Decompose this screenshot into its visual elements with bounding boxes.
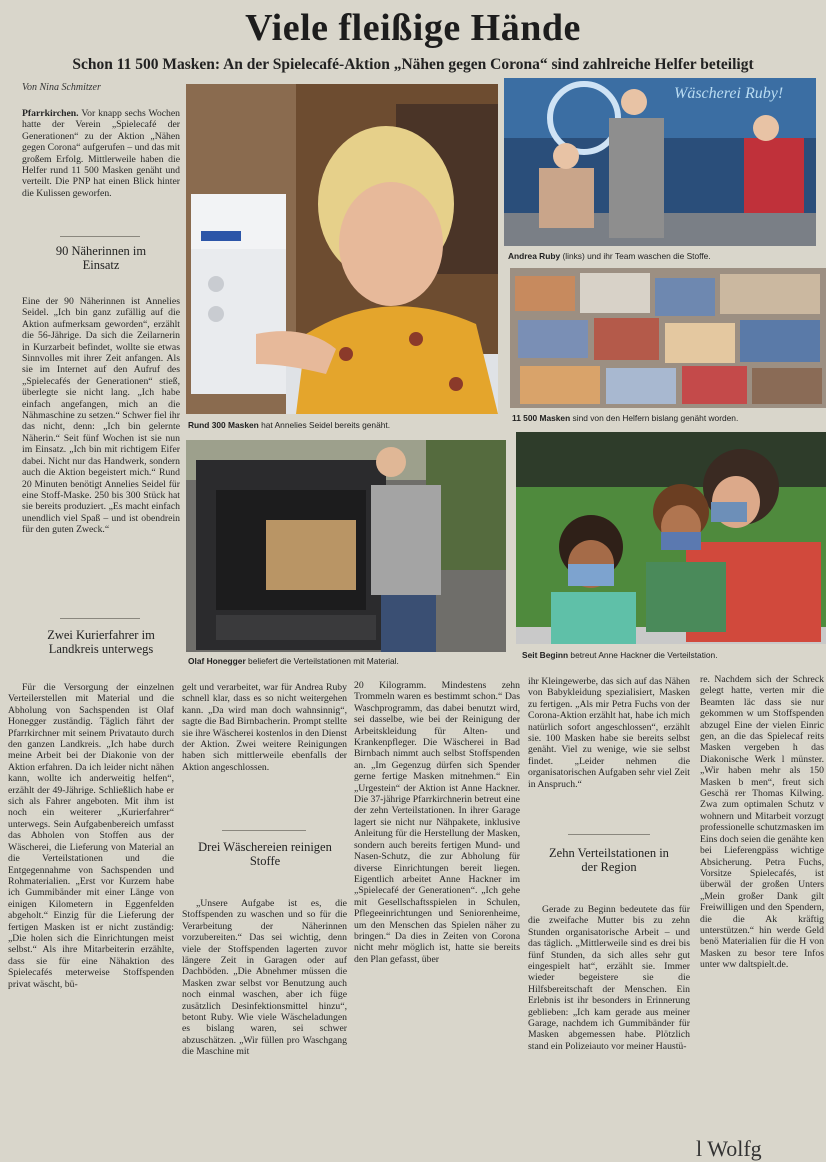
intro-lead: Pfarrkirchen. <box>22 108 79 119</box>
column-3: 20 Kilogramm. Mindestens zehn Trommeln waren es bestimmt schon.“ Das Waschprogramm, das dabei benutzt wird, sei dasselbe, wie bei der Reinigung der Arbeitskleidung für Alten- und Krankenpfleger. Die Wäscherei in Bad Birnbach nimmt auch selbst Stoffspenden an. „Im Gegenzug dürfen sich Spender gerne fertige Masken mitnehmen.“ Ein „Urgestein“ der Aktion ist Anne Hackner. Die 37-jährige Pfarrkirchnerin betreut eine der zehn Verteilstationen. In ihrer Garage lagert sie nicht nur Nähpakete, inklusive Anleitung für die Herstellung der Masken, sondern auch bereits fertigen Mund- und Nasen-Schutz, die zur Abholung für diverse Einrichtungen bereit liegen. Eigentlich arbeitet Anne Hackner im „Spielecafé der Generationen“. „Ich gehe mit Gesellschaftsspielen in Schulen, Pflegeeinrichtungen und Seniorenheime, um den Menschen das Spielen näher zu bringen.“ Da dies in Zeiten von Corona nicht mehr möglich ist, hatte sie bereits den Plan gefasst, über <box>354 680 520 965</box>
intro-body: Vor knapp sechs Wochen hatte der Verein „Spielecafé der Generationen“ zu der Aktion „Nähen gegen Corona“ aufgerufen – und das mit großem Erfolg. Mittlerweile haben die Helfer rund 11 500 Masken genäht und verteilt. Die PNP hat einen Blick hinter die Kulissen geworfen. <box>22 108 180 199</box>
caption-bold: 11 500 Masken <box>512 413 571 423</box>
photo-driver <box>186 440 506 652</box>
driver-scene <box>186 440 506 652</box>
rule <box>222 830 306 831</box>
section-title-naeherinnen: 90 Näherinnen im Einsatz <box>55 244 147 272</box>
caption-masks <box>512 413 738 423</box>
section-title-waeschereien: Drei Wäschereien reinigen Stoffe <box>198 840 332 868</box>
byline: Von Nina Schmitzer <box>22 82 101 93</box>
column-5: re. Nachdem sich der Schreck gelegt hatte, verten mir die Beamten läc dass sie nur gekommen w um Stoffspenden abzugel Eine der vielen Einric gen, an die das Spielecaf reits Masken vergeben h das Diakonische Werk l münster. „Wir haben mehr als 150 Masken b men“, freut sich Geschä rer Thomas Kilwing. Zwa zum optimalen Schutz v wohnern und Mitarbeit vorzugt professionelle schutzmasken im Eins doch seien die genähte ken bei Lieferengpäss wichtige Absicherung. Petra Fuchs, Vorsitze Spielecafés, ist überwäl der großen Unters „Mein großer Dank gilt Freiwilligen und den Spendern, die die Ak kräftig unterstützen.“ hin werde Geld benö Materialien für die H von Masken zu besor tere Infos unter ww daltspielt.de. <box>700 674 824 971</box>
section-title-verteilstationen: Zehn Verteilstationen in der Region <box>549 846 669 874</box>
photo-family <box>516 432 826 644</box>
caption-laundry <box>508 251 711 261</box>
section-text-naeherinnen: Eine der 90 Näherinnen ist Annelies Seidel. „Ich bin ganz zufällig auf die Aktion aufmerksam geworden“, erzählt die 56-Jährige. Da sich die Zeilarnerin in Kurzarbeit befindet, wollte sie etwas Sinnvolles mit ihrer Zeit anfangen. Als sie im Internet auf den Aufruf des „Spielecafés der Generationen“ stieß, überlegte sie nicht lang. „Ich habe einfach angefangen, mich an die Nähmaschine zu setzen.“ Schwer fiel ihr das nicht, denn: „Ich bin gelernte Näherin.“ Seit fünf Wochen ist sie nun im Einsatz. „Ich bin mit richtigem Eifer dabei. Nicht nur das Handwerk, sondern auch die Aktion begeistert mich.“ Rund 20 Minuten benötigt Annelies Seidel für eine Stoff-Maske. 250 bis 300 Stück hat sie bereits produziert. „Es macht einfach unendlich viel Spaß – und ist obendrein für den guten Zweck.“ <box>22 296 180 536</box>
caption-driver <box>188 656 399 666</box>
caption-bold: Olaf Honegger <box>188 656 246 666</box>
caption-bold: Andrea Ruby <box>508 251 561 261</box>
caption-text: betreut Anne Hackner die Verteilstation. <box>570 650 718 660</box>
caption-text: sind von den Helfern bislang genäht worden. <box>572 413 739 423</box>
photo-sewing <box>186 84 498 414</box>
column-2a: gelt und verarbeitet, war für Andrea Ruby schnell klar, dass es so nicht weitergehen kann. „Da wird man doch wahnsinnig“, sagte die Bad Birnbacherin. Prompt stellte sie ihre Wäscherei kostenlos in den Dienst der Aktion. Zwei weitere Reinigungen haben sich mittlerweile ebenfalls der Aktion angeschlossen. <box>182 682 347 773</box>
caption-text: (links) und ihr Team waschen die Stoffe. <box>562 251 711 261</box>
subheadline: Schon 11 500 Masken: An der Spielecafé-Aktion „Nähen gegen Corona“ sind zahlreiche Helfer beteiligt <box>72 56 754 73</box>
column-1: Für die Versorgung der einzelnen Verteilerstellen mit Material und die Abholung von Sachspenden ist Olaf Honegger zuständig. Täglich fährt der Pfarrkirchner mit seinem Privatauto durch den ganzen Landkreis. „Ich habe durch meine Arbeit bei der Diakonie von der Aktion erfahren. Da ich leider nicht nähen kann, wollte ich anderweitig helfen“, erzählt der 49-Jährige. Schließlich habe er sich als Fahrer angeboten. Mit ihm ist noch ein weiterer „Kurierfahrer“ unterwegs. Sein Aufgabenbereich umfasst das Abholen von Stoffen aus der Wäscherei, die Lieferung von Material an die Verteilstationen und die Entgegennahme von Sachspenden und Rohmaterialien. „Erst vor Kurzem habe ich Gummibänder mit einer Länge von einigen Kilometern in Eggenfelden abgeholt.“ Einzig für die Lieferung der fertigen Masken ist er nicht zuständig: „Die holen sich die Einrichtungen meist selbst.“ Als ihre Mitarbeiterin erzählte, dass sie für eine Nähaktion des Spielecafés meterweise Stoffspenden privat wäscht, bü- <box>8 682 174 990</box>
bottom-fragment: l Wolfg <box>696 1136 762 1161</box>
caption-sewing <box>188 420 390 430</box>
column-4b: Gerade zu Beginn bedeutete das für die zweifache Mutter bis zu zehn Stunden organisatorische Arbeit – und das täglich. „Mittlerweile sind es drei bis fünf Stunden, da sich alles sehr gut eingespielt hat“, erzählt sie. Immer wieder begeistere sie die Hilfsbereitschaft der Menschen. Ein Erlebnis ist ihr besonders in Erinnerung geblieben: „Ich kam gerade aus meiner Garage, nachdem ich Gummibänder für Masken abgemessen habe. Plötzlich stand ein Polizeiauto vor meiner Haustü- <box>528 904 690 1052</box>
rule <box>568 834 650 835</box>
caption-bold: Rund 300 Masken <box>188 420 259 430</box>
caption-family <box>522 650 718 660</box>
masks-scene <box>510 268 826 408</box>
column-2b: „Unsere Aufgabe ist es, die Stoffspenden zu waschen und so für die Verarbeitung der Näherinnen vorzubereiten.“ Das sei wichtig, denn viele der Stoffspenden lagerten zuvor längere Zeit in Garagen oder auf Dachböden. „Die Abnehmer müssen die Masken zwar selbst vor Benutzung auch noch einmal waschen, aber ich füge zusätzlich Desinfektionsmittel hinzu“, betont Ruby. Wie viele Wäscheladungen es bislang waren, sei schwer abzuschätzen. „Wir füllen pro Waschgang die Maschine mit <box>182 898 347 1058</box>
rule <box>60 618 140 619</box>
caption-text: beliefert die Verteilstationen mit Material. <box>248 656 399 666</box>
mask-piles <box>515 273 822 404</box>
photo-laundry <box>504 78 816 246</box>
laundry-scene <box>504 78 816 246</box>
section-title-kurierfahrer: Zwei Kurierfahrer im Landkreis unterwegs <box>47 628 155 656</box>
car <box>196 460 386 650</box>
laundry-sign: Wäscherei Ruby! <box>674 85 784 102</box>
intro-text <box>22 108 180 238</box>
headline: Viele fleißige Hände <box>245 7 581 49</box>
rule <box>60 236 140 237</box>
caption-text: hat Annelies Seidel bereits genäht. <box>261 420 391 430</box>
family-scene <box>516 432 826 644</box>
photo-masks <box>510 268 826 408</box>
column-4a: ihr Kleingewerbe, das sich auf das Nähen von Babykleidung spezialisiert, Masken zu fertigen. „Als mir Petra Fuchs von der Corona-Aktion erzählt hat, habe ich mich natürlich sofort angeschlossen“, erzählt sie. 100 Masken habe sie bereits selbst genäht. Viel zu wenige, wie sie selbst findet. „Leider nehmen die organisatorischen Aufgaben sehr viel Zeit in Anspruch.“ <box>528 676 690 790</box>
caption-bold: Seit Beginn <box>522 650 569 660</box>
sewing-scene <box>186 84 498 414</box>
